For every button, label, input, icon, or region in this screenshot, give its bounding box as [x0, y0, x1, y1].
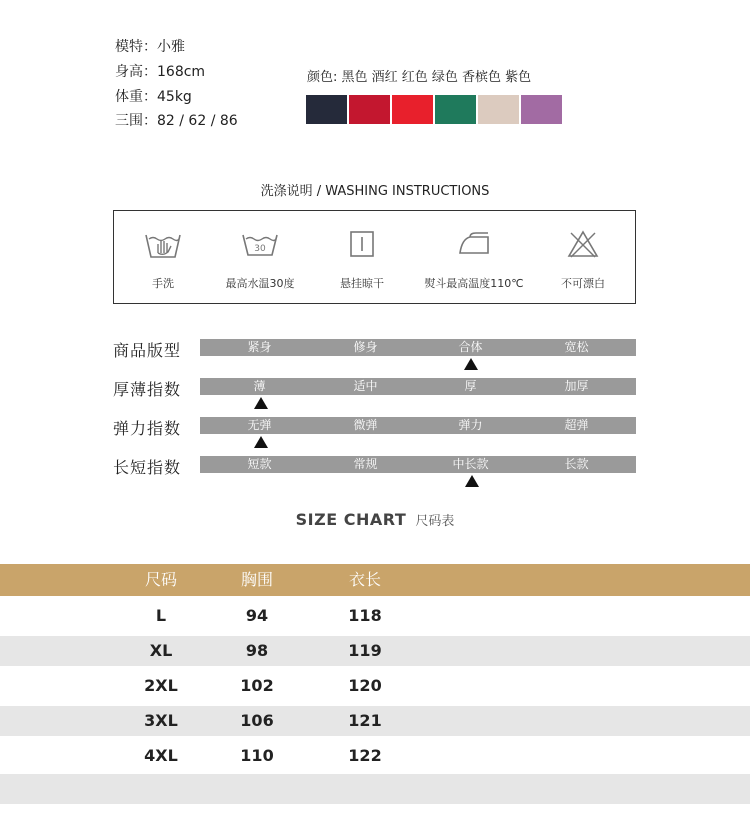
cell-size: XL	[149, 641, 173, 660]
size-chart-title-zh: 尺码表	[415, 514, 455, 529]
fit-option: 修身	[353, 340, 378, 354]
cell-bust: 94	[245, 606, 269, 625]
cell-bust: 106	[240, 711, 274, 730]
cell-size: 2XL	[144, 676, 178, 695]
thickness-index-bar	[200, 378, 636, 395]
length-index-title: 长短指数	[113, 458, 182, 477]
header-bust: 胸围	[240, 570, 273, 589]
hand-wash-icon	[143, 229, 183, 261]
wash-item-iron	[414, 211, 534, 303]
iron-icon	[456, 229, 492, 259]
cell-size: 4XL	[144, 746, 178, 765]
elasticity-option: 超弹	[564, 418, 589, 432]
washing-title: 洗涤说明 / WASHING INSTRUCTIONS	[260, 184, 490, 199]
size-chart-title-en: SIZE CHART	[295, 510, 407, 529]
cell-length: 121	[348, 711, 382, 730]
fit-index-marker	[464, 358, 478, 370]
color-swatch-wine-red[interactable]	[349, 95, 390, 124]
length-option: 长款	[564, 457, 589, 471]
cell-length: 118	[348, 606, 382, 625]
size-table-header	[0, 564, 750, 596]
wash-temp-text: 30	[254, 244, 266, 254]
cell-length: 122	[348, 746, 382, 765]
model-weight: 体重：45kg	[115, 89, 192, 105]
elasticity-option: 无弹	[247, 418, 272, 432]
wash-30-icon	[240, 229, 280, 259]
length-index-bar	[200, 456, 636, 473]
hang-dry-icon	[347, 229, 377, 259]
thickness-option: 薄	[253, 379, 266, 393]
fit-option: 宽松	[564, 340, 589, 354]
thickness-index-marker	[254, 397, 268, 409]
elasticity-index-bar	[200, 417, 636, 434]
wash-item-hang	[302, 211, 422, 303]
table-row	[0, 601, 750, 631]
table-row	[0, 741, 750, 771]
thickness-option: 加厚	[564, 379, 589, 393]
cell-bust: 110	[240, 746, 274, 765]
thickness-option: 厚	[464, 379, 477, 393]
thickness-option: 适中	[353, 379, 378, 393]
wash-label: 不可漂白	[561, 277, 605, 290]
table-row	[0, 774, 750, 804]
length-option: 常规	[353, 457, 378, 471]
color-swatch-champagne[interactable]	[478, 95, 519, 124]
fit-index-bar	[200, 339, 636, 356]
wash-label: 悬挂晾干	[340, 277, 384, 290]
table-row	[0, 706, 750, 736]
washing-panel	[113, 210, 636, 304]
header-length: 衣长	[348, 570, 381, 589]
thickness-index-title: 厚薄指数	[113, 380, 182, 399]
no-bleach-icon	[565, 229, 601, 259]
wash-label: 熨斗最高温度110℃	[424, 277, 524, 290]
table-row	[0, 671, 750, 701]
fit-index-title: 商品版型	[113, 341, 182, 360]
color-swatch-purple[interactable]	[521, 95, 562, 124]
colors-label: 颜色: 黑色 酒红 红色 绿色 香槟色 紫色	[307, 70, 532, 85]
elasticity-option: 弹力	[458, 418, 483, 432]
table-row	[0, 636, 750, 666]
cell-bust: 98	[245, 641, 269, 660]
cell-size: L	[155, 606, 167, 625]
model-height: 身高：168cm	[115, 64, 206, 80]
cell-size: 3XL	[144, 711, 178, 730]
cell-length: 120	[348, 676, 382, 695]
cell-length: 119	[348, 641, 382, 660]
color-swatch-green[interactable]	[435, 95, 476, 124]
elasticity-option: 微弹	[353, 418, 378, 432]
color-swatch-red[interactable]	[392, 95, 433, 124]
length-index-marker	[465, 475, 479, 487]
wash-label: 手洗	[152, 277, 174, 290]
elasticity-index-title: 弹力指数	[113, 419, 182, 438]
fit-option: 合体	[458, 340, 483, 354]
wash-item-no-bleach	[523, 211, 643, 303]
model-measurements: 三围：82 / 62 / 86	[115, 113, 238, 129]
header-size: 尺码	[144, 570, 177, 589]
color-swatch-black[interactable]	[306, 95, 347, 124]
elasticity-index-marker	[254, 436, 268, 448]
color-swatches	[306, 95, 562, 124]
model-name: 模特：小雅	[115, 39, 185, 55]
fit-option: 紧身	[247, 340, 272, 354]
wash-label: 最高水温30度	[225, 277, 295, 290]
size-chart-title	[0, 510, 750, 529]
cell-bust: 102	[240, 676, 274, 695]
length-option: 短款	[247, 457, 272, 471]
length-option: 中长款	[452, 457, 489, 471]
